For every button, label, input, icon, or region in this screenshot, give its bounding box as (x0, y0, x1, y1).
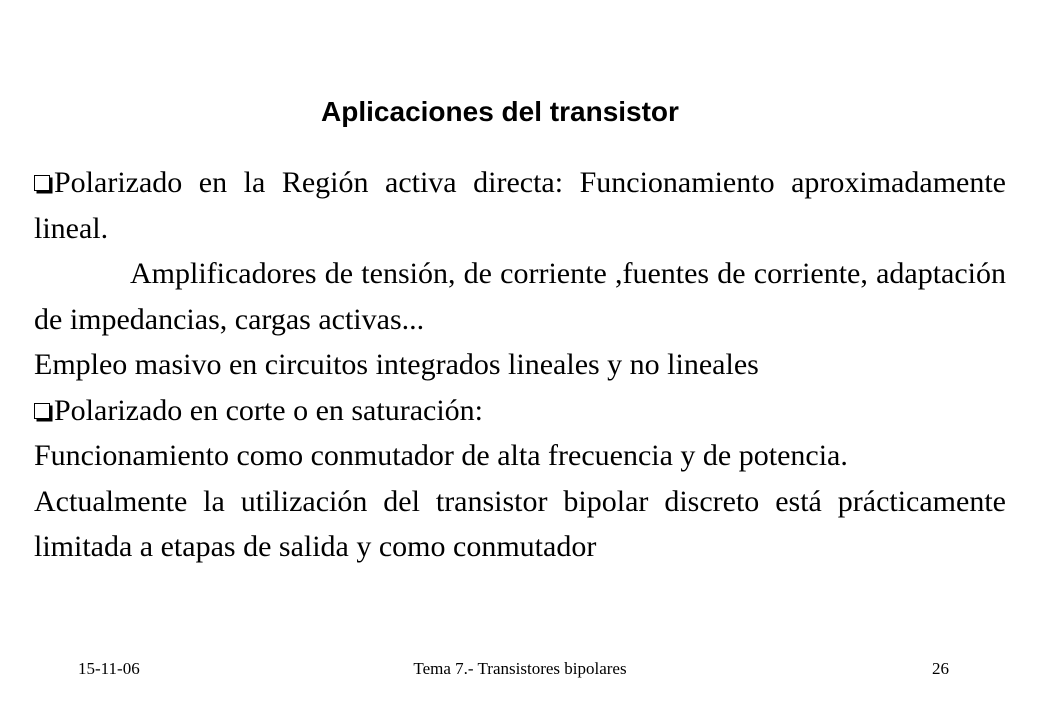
slide-title: Aplicaciones del transistor (321, 96, 679, 127)
paragraph-text: Polarizado en corte o en saturación: (54, 393, 483, 427)
paragraph-actualmente: Actualmente la utilización del transistor bipolar discreto está prácticamente limitada a etapas de salida y como conmutador (34, 484, 1006, 563)
checkbox-bullet-icon (34, 403, 50, 419)
page-number: 26 (932, 659, 949, 678)
footer-title: Tema 7.- Transistores bipolares (413, 659, 627, 678)
paragraph-empleo-masivo: Empleo masivo en circuitos integrados lineales y no lineales (34, 348, 759, 381)
paragraph-amplificadores: Amplificadores de tensión, de corriente ,fuentes de corriente, adaptación de impedancias, cargas activas... (34, 257, 1006, 336)
paragraph-conmutador: Funcionamiento como conmutador de alta frecuencia y de potencia. (34, 439, 848, 472)
footer-date: 15-11-06 (78, 659, 140, 678)
paragraph-text: Polarizado en la Región activa directa: Funcionamiento aproximadamente lineal. (34, 166, 1006, 245)
checkbox-bullet-icon (34, 175, 50, 191)
paragraph-region-activa (34, 160, 1006, 251)
paragraph-corte-saturacion (34, 388, 1006, 434)
slide-body (34, 160, 1006, 570)
